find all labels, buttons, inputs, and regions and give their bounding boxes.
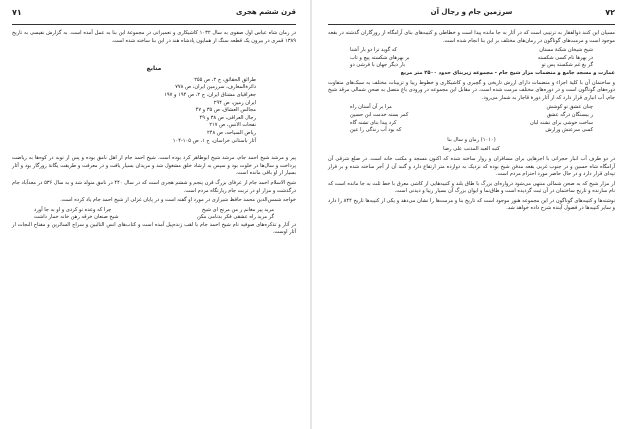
left-page <box>0 0 308 429</box>
left-paragraph-4: خواجه شمس‌الدین محمد حافظ شیرازی در مورد او گفته است و در پایان غزلی از شیخ احمد جام یاد کرده است. <box>60 197 296 204</box>
left-verse-line <box>12 214 296 222</box>
left-running-title: قرن ششم هجری <box>236 8 296 16</box>
verse-hemistich: مرا بر آن آستان راه <box>350 104 392 111</box>
right-page-body <box>328 30 615 423</box>
right-paragraph-2: و ساختمان آن با کلیهٔ اجزاء و منضمات دارای ارزش تاریخی و گچبری و کاشیکاری و خطوط زیبا و تزیینات مختلف به سبک‌های متفاوت دوره‌های گوناگون است و در دوره‌های مختلف مرمت شده است. در مقابل این مجموعه در ورودی باغ متصل به صحن شمالی مرقد شیخ جام، آب انباری قرار دارد که از آثار دورهٔ قاجار به شمار می‌رود. <box>328 79 615 101</box>
right-paragraph-3: در دو طرف آب انبار حجراتی با اجرهایی برای مسافران و زوار ساخته شده که اکنون مسجد و مکتب خانه است. در ضلع شرقی آن آرامگاه شاه حسین و در جنوب غربی بقعه مدفن شیخ بوده که نزدیک به دوازده متر ارتفاع دارد و گنبد آن از آجر ساخته شده و بر فراز تپه‌ای قرار دارد و در حال حاضر مورد احترام مردم است. <box>328 155 615 178</box>
right-paragraph-4: از مزار شیخ که به صحن شمالی منتهی می‌شود دروازه‌ای بزرگ با طاق بلند و کتیبه‌هایی از کاشی معرق با خط ثلث به جا مانده است که نام سازنده و تاریخ ساختمان در آن ثبت گردیده است و طاق‌نما و ایوان بزرگ آن بسیار زیبا و دیدنی است. <box>328 180 615 195</box>
source-item: جغرافیای مشتاق ایران، ج ۲، ص ۱۹۴ و ۱۹۷ <box>164 91 256 98</box>
verse-hemistich: گر مرید راه عشقی فکر بدنامی مکن <box>196 214 274 221</box>
source-item: مجالس العشاق، ص ۳۵ و ۴۷ <box>195 107 256 114</box>
left-page-header <box>12 8 296 22</box>
verse-hemistich: کسی سرعتش وزارش <box>545 127 593 134</box>
right-paragraph-1: مسیان این کنند ذوالفقار به ترتیبی است که در آثار به جا مانده پیدا است و خطاطی و کتیبه‌های بنای آرامگاه از روزگاران گذشته در بقعه موجود است و مرمت‌های گوناگون در زمان‌های مختلف بر این بنا انجام شده است. <box>328 30 615 44</box>
right-paragraph-5: نوشته‌ها و کتیبه‌های گوناگون در این مجموعه هنوز موجود است که تاریخ بنا و مرمت‌ها را نشان می‌دهد و یکی از کتیبه‌ها تاریخ ۸۴۴ را دارد و سایر کتیبه‌ها در فصول آینده شرح داده خواهد شد. <box>328 197 616 212</box>
right-page-number: ۷۲ <box>605 8 615 17</box>
book-gutter <box>310 0 312 429</box>
source-item: نفحات الانس، ص ۲۱۷ <box>209 122 256 129</box>
right-verse-line <box>328 104 615 112</box>
left-paragraph-1: در زمان شاه عباس اول صفوی به سال ۱۰۳۲ کاشیکاری و تعمیراتی در مجموعهٔ این بنا به عمل آمده است. به گزارش نفیسی به تاریخ ۱۳۸۹ قمری در بیرون یک قطعه سنگ از همایون پادشاه هند در این بنا ساخته شده است. <box>12 30 296 44</box>
right-page-header <box>328 8 615 22</box>
verse-hemistich: که بود آب زندگی را عین <box>350 127 402 134</box>
right-verse-line <box>328 120 615 128</box>
source-item: ایران زمین، ص ۲۹۴ <box>213 99 256 106</box>
right-verse-line <box>328 112 615 120</box>
verse-hemistich: در بهرها نام کسی شکسته <box>537 54 593 61</box>
verse-hemistich: که گوید ترا دو بار آشنا <box>350 47 397 54</box>
source-item: دائرة‌المعارف، سرزمین ایران، ص ۷۷۸ <box>175 84 256 91</box>
verse-hemistich: گر بغ غم شکسته پس تو <box>541 62 593 69</box>
verse-hemistich: شیخ صنعان خرقه رهن خانه خمار داشت <box>34 214 119 221</box>
verse-hemistich: کمر بسته خدمت ابن حسین <box>350 111 409 118</box>
left-paragraph-3: شیخ الاسلام احمد جام از عرفای بزرگ قرن پنجم و ششم هجری است که در سال ۴۴۰ در نامق متولد شد و به سال ۵۳۶ در معدآباد جام درگذشت و مزار او در تربت جام زیارتگاه مردم است. <box>12 179 296 194</box>
verse-hemistich: چرا که وعده تو کردی و او به جا آورد <box>34 206 112 213</box>
verse-hemistich: ز بیستگان درگه عشق <box>546 111 593 118</box>
verse-hemistich: بر بهر‌های شکسته پیچ و تاب <box>350 54 410 61</box>
left-paragraph-2: پیر و مرشد شیخ احمد جام، مرشد شیخ ابوطاهر کرد بوده است. شیخ احمد جام از اهل نامق بوده و پس از توبه در کوه‌ها به ریاضت پرداخت و سال‌ها در خلوت بود و سپس به ارشاد خلق مشغول شد و مریدان بسیار یافت و در معرفت و طریقت یگانهٔ روزگار بود و آثار بسیار از او باقی مانده است. <box>12 155 296 177</box>
verse-closing-line: (۱۰۱۰) زمان و سال بنا <box>447 136 496 143</box>
right-bold-paragraph: عمارت و مسجد جامع و منضمات مزار شیخ جام - مجموعه زیربنای حدود ۲۵۰۰ متر مربع <box>400 69 615 76</box>
source-item: ریاض السیاحه، ص ۲۴۸ <box>207 129 256 136</box>
right-page <box>316 0 627 429</box>
verse-hemistich: چنان عشق تو کوشش <box>546 104 593 111</box>
right-running-title: سرزمین جام و رجال آن <box>430 8 513 16</box>
left-page-body <box>12 30 296 423</box>
verse-hemistich: بار دیگر جهان با فرشی دو <box>350 62 406 69</box>
right-verse-line <box>328 62 615 70</box>
right-header-rule <box>328 24 615 25</box>
verse-hemistich: مرید پیر مغانم ز من مرنج ای شیخ <box>201 206 274 213</box>
right-verse-line <box>328 47 615 55</box>
left-paragraph-5: در آثار و تذکره‌های صوفیه نام شیخ احمد جام با لقب ژنده‌پیل آمده است و کتاب‌های انس التائبین و سراج السائرین و مفتاح النجات از آثار اوست. <box>12 221 296 236</box>
source-item: طرائق الحقائق، ج ۲، ص ۲۵۵ <box>194 76 256 83</box>
right-verse-line <box>328 127 615 135</box>
verse-hemistich: کرد پیدا بنای تشنه گاه <box>350 119 397 126</box>
source-item: رجال العراقی، ص ۳۸ و ۴۹ <box>199 114 256 121</box>
source-item: آثار باستانی خراسان، ج ۱، ص ۱۰۵-۱۰۴ <box>172 137 256 144</box>
left-header-rule <box>12 24 296 25</box>
verse-hemistich: شیخ شیخان شکنهٔ مستان <box>539 47 593 54</box>
sources-heading: منابع <box>146 65 162 73</box>
verse-signature: کتبه العبد المذنب علی رضا <box>443 146 500 153</box>
verse-hemistich: ساخت خوشی برای تشنه لبان <box>530 119 593 126</box>
left-page-number: ۷۱ <box>12 8 22 17</box>
